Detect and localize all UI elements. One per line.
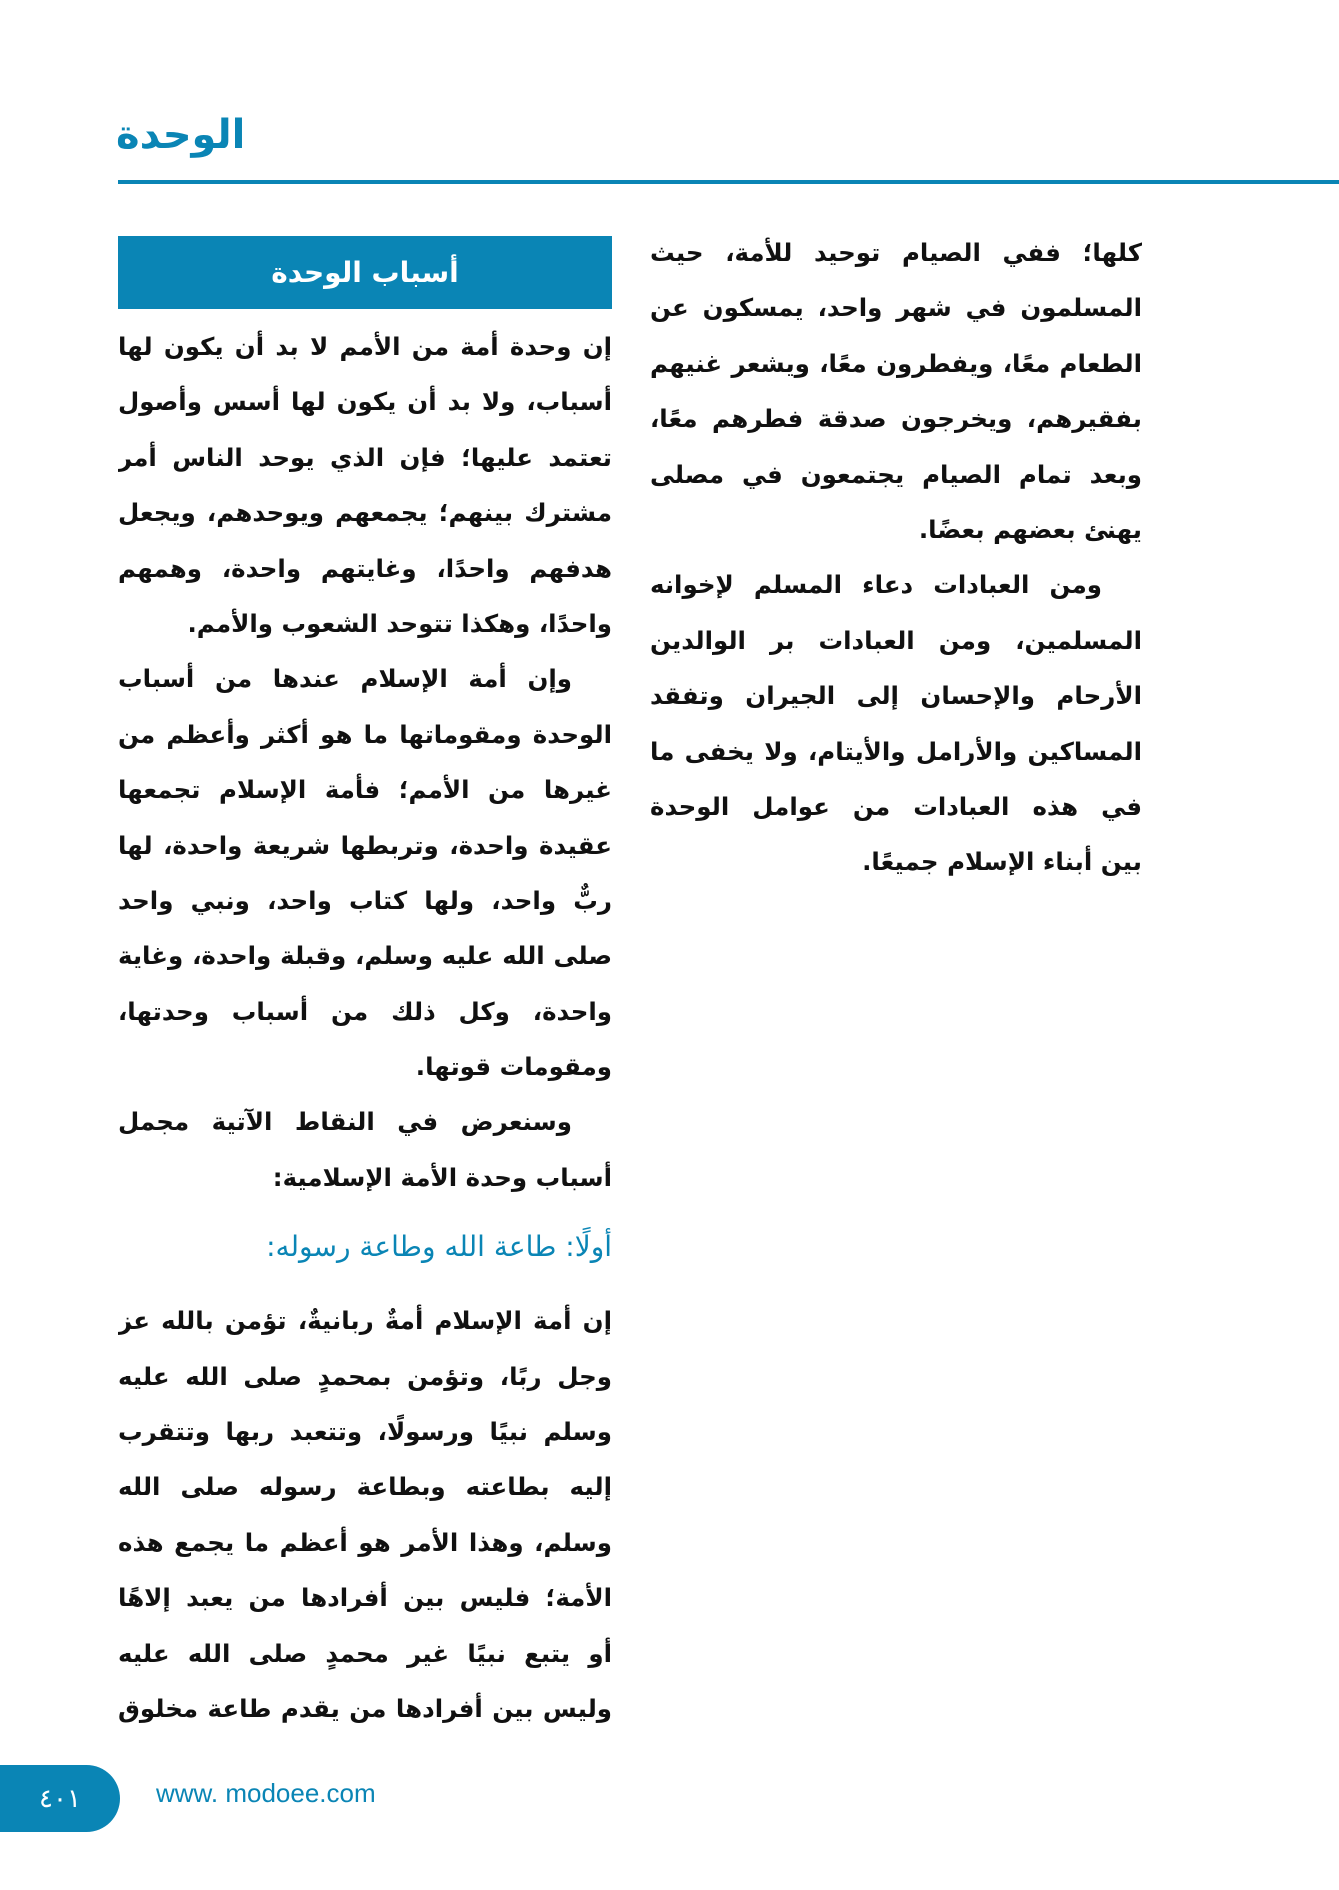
- website-link[interactable]: www. modoee.com: [156, 1778, 376, 1808]
- text-line: كلها؛ ففي الصيام توحيد للأمة، حيث: [650, 238, 1142, 267]
- text-line: أسباب، ولا بد أن يكون لها أسس وأصول: [118, 387, 612, 417]
- text-line: أسباب وحدة الأمة الإسلامية:: [272, 1162, 612, 1192]
- text-line: وسنعرض في النقاط الآتية مجمل: [118, 1107, 572, 1137]
- page-number: ٤٠١: [0, 1765, 120, 1832]
- text-line: وجل ربًا، وتؤمن بمحمدٍ صلى الله عليه: [118, 1361, 612, 1391]
- header-rule: [118, 180, 1339, 184]
- text-line: وسلم، وهذا الأمر هو أعظم ما يجمع هذه: [118, 1527, 612, 1557]
- text-line: الطعام معًا، ويفطرون معًا، ويشعر غنيهم: [650, 348, 1142, 378]
- paragraph-block: [118, 319, 612, 1205]
- text-line: وسلم نبيًا ورسولًا، وتتعبد ربها وتتقرب: [118, 1417, 612, 1447]
- text-line: ومن العبادات دعاء المسلم لإخوانه: [650, 570, 1102, 600]
- text-line: إن وحدة أمة من الأمم لا بد أن يكون لها: [118, 332, 612, 361]
- text-line: عقيدة واحدة، وتربطها شريعة واحدة، لها: [118, 830, 612, 860]
- left-column: [118, 236, 612, 1736]
- text-line: إليه بطاعته وبطاعة رسوله صلى الله: [118, 1472, 612, 1502]
- text-line: مشترك بينهم؛ يجمعهم ويوحدهم، ويجعل: [118, 498, 612, 528]
- subheading: أولًا: طاعة الله وطاعة رسوله:: [266, 1230, 612, 1264]
- text-line: تعتمد عليها؛ فإن الذي يوحد الناس أمر: [118, 442, 612, 472]
- right-column: [650, 225, 1142, 890]
- text-line: الوحدة ومقوماتها ما هو أكثر وأعظم من: [118, 719, 612, 749]
- paragraph-block: [118, 1293, 612, 1736]
- text-line: وإن أمة الإسلام عندها من أسباب: [118, 664, 572, 694]
- running-title: الوحدة: [116, 112, 246, 158]
- text-line: بين أبناء الإسلام جميعًا.: [862, 847, 1142, 877]
- text-line: الأرحام والإحسان إلى الجيران وتفقد: [650, 681, 1142, 711]
- text-line: الأمة؛ فليس بين أفرادها من يعبد إلاهًا: [118, 1583, 612, 1613]
- text-line: واحدًا، وهكذا تتوحد الشعوب والأمم.: [187, 608, 612, 638]
- text-line: هدفهم واحدًا، وغايتهم واحدة، وهمهم: [118, 553, 612, 583]
- text-line: واحدة، وكل ذلك من أسباب وحدتها،: [118, 996, 612, 1026]
- text-line: المسلمين، ومن العبادات بر الوالدين: [650, 625, 1142, 655]
- text-line: أو يتبع نبيًا غير محمدٍ صلى الله عليه: [118, 1638, 612, 1668]
- text-line: يهنئ بعضهم بعضًا.: [918, 514, 1142, 544]
- text-line: وبعد تمام الصيام يجتمعون في مصلى: [650, 459, 1142, 489]
- paragraph-block: [650, 225, 1142, 890]
- text-line: غيرها من الأمم؛ فأمة الإسلام تجمعها: [118, 775, 612, 805]
- section-title: أسباب الوحدة: [118, 236, 612, 309]
- text-line: بفقيرهم، ويخرجون صدقة فطرهم معًا،: [650, 404, 1142, 434]
- text-line: ربٌّ واحد، ولها كتاب واحد، ونبي واحد: [118, 885, 612, 915]
- text-line: وليس بين أفرادها من يقدم طاعة مخلوق: [118, 1693, 612, 1723]
- text-line: المساكين والأرامل والأيتام، ولا يخفى ما: [650, 736, 1142, 766]
- text-line: في هذه العبادات من عوامل الوحدة: [650, 791, 1142, 821]
- text-line: صلى الله عليه وسلم، وقبلة واحدة، وغاية: [118, 941, 612, 971]
- text-line: إن أمة الإسلام أمةٌ ربانيةٌ، تؤمن بالله عز: [118, 1306, 612, 1336]
- text-line: المسلمون في شهر واحد، يمسكون عن: [650, 293, 1142, 323]
- text-line: ومقومات قوتها.: [415, 1052, 612, 1082]
